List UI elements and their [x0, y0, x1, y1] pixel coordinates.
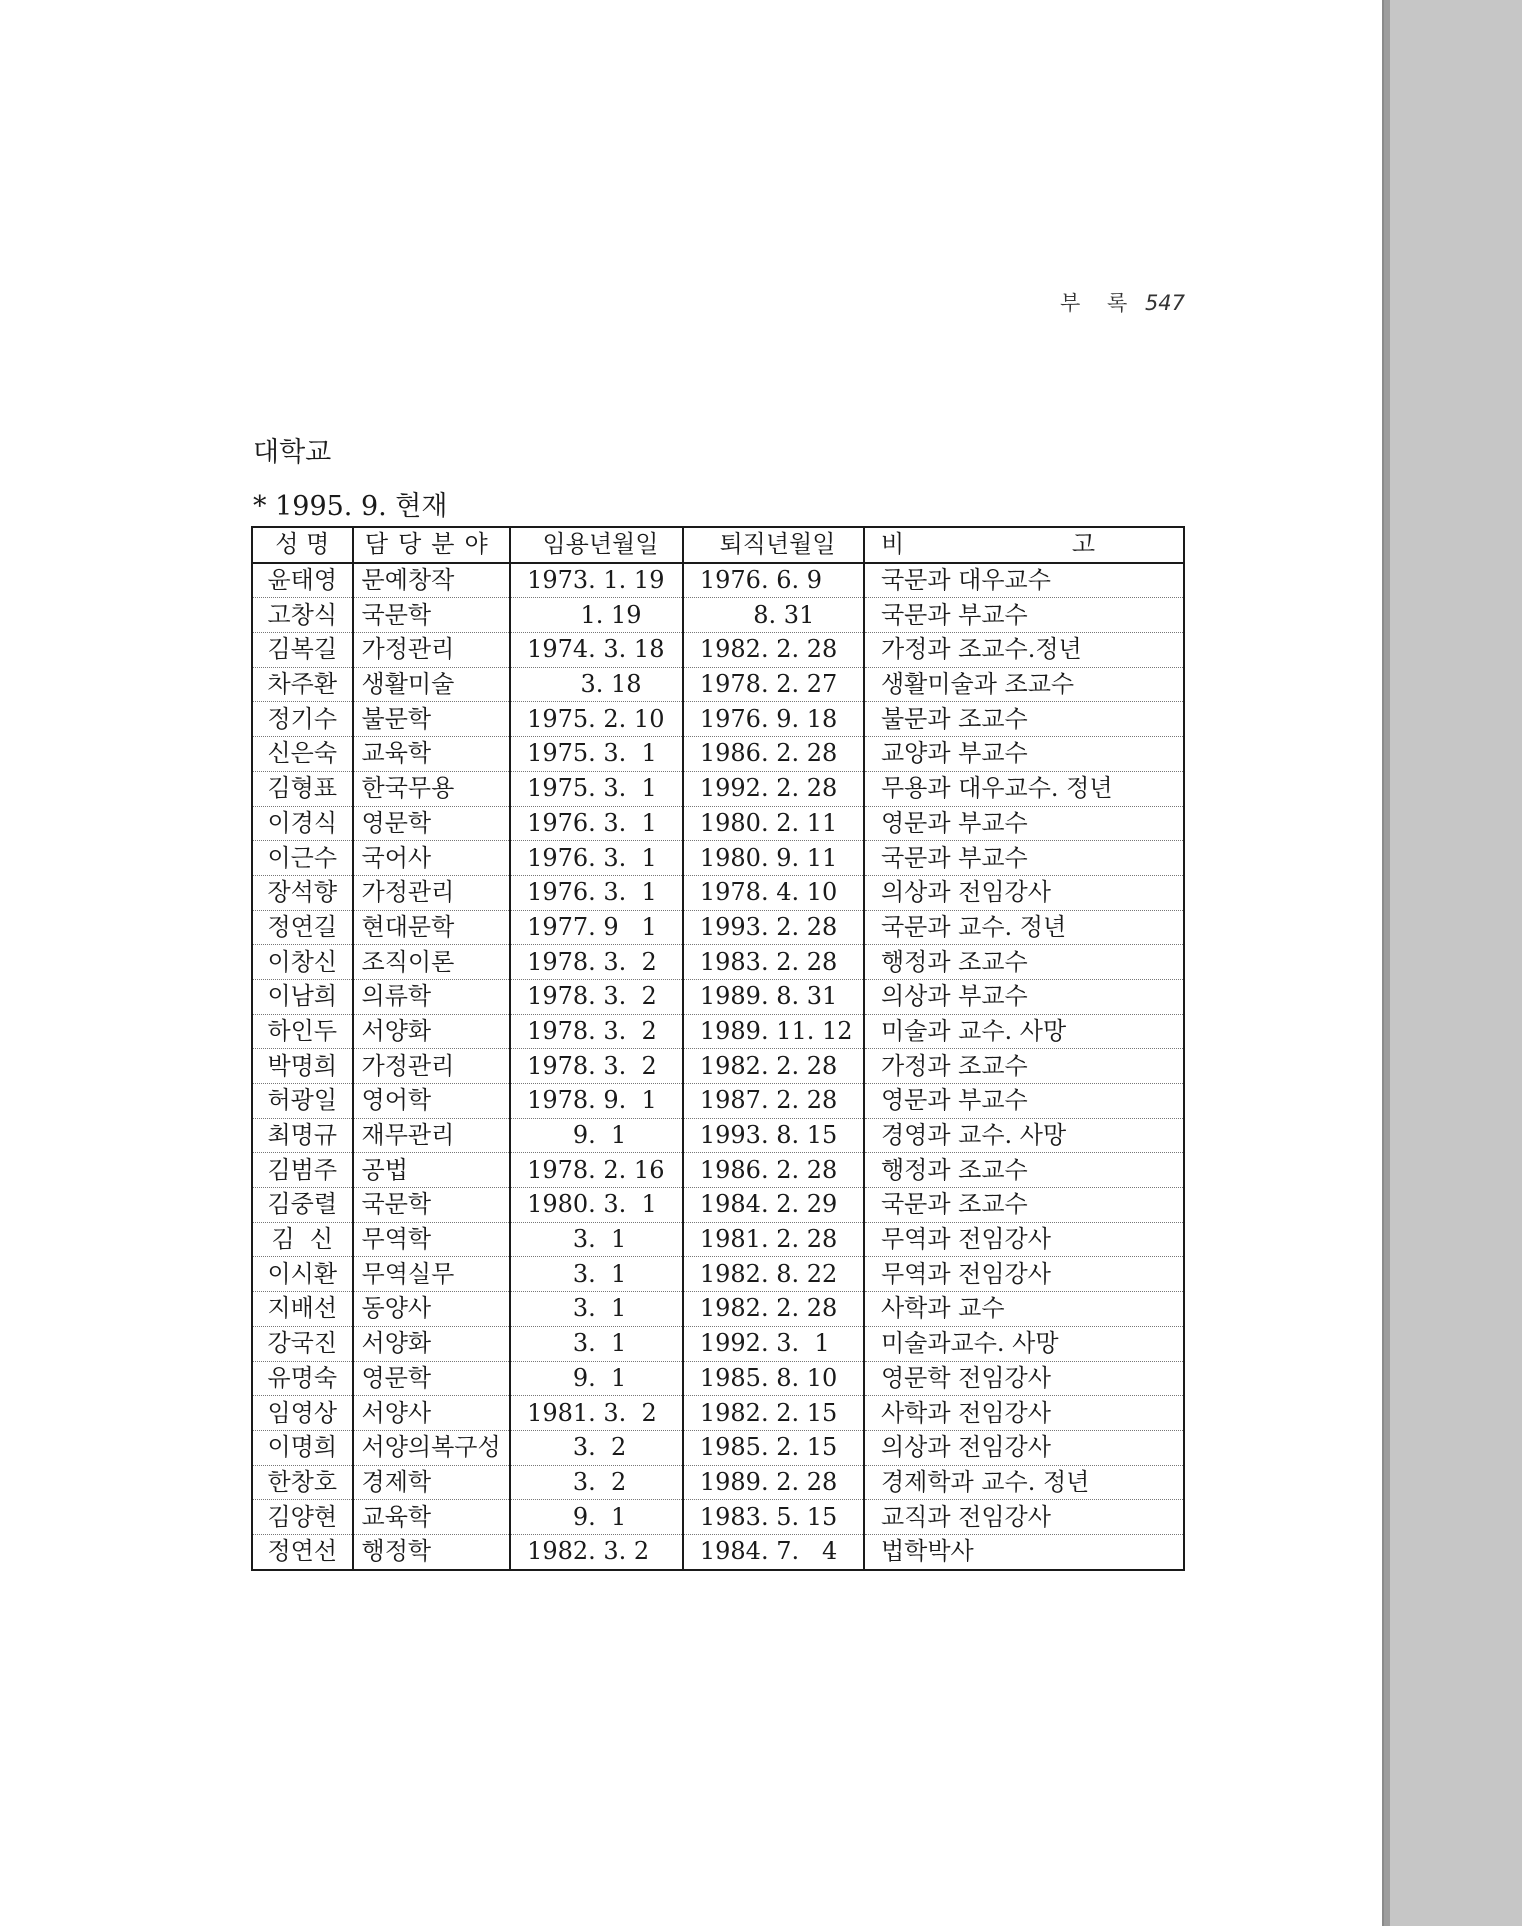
cell-retired: 1976. 9. 18 [683, 702, 864, 737]
cell-remarks: 영문학 전임강사 [864, 1361, 1184, 1396]
cell-remarks: 국문과 교수. 정년 [864, 910, 1184, 945]
cell-name: 장석향 [252, 875, 353, 910]
cell-name: 유명숙 [252, 1361, 353, 1396]
cell-field: 국어사 [353, 841, 511, 876]
cell-appointed: 1980. 3. 1 [510, 1188, 683, 1223]
cell-remarks: 행정과 조교수 [864, 1153, 1184, 1188]
cell-field: 교육학 [353, 737, 511, 772]
cell-remarks: 국문과 대우교수 [864, 563, 1184, 598]
cell-name: 이경식 [252, 806, 353, 841]
cell-appointed: 1978. 2. 16 [510, 1153, 683, 1188]
as-of-note: * 1995. 9. 현재 [253, 491, 448, 522]
table-row [252, 1326, 1184, 1361]
cell-retired: 1984. 2. 29 [683, 1188, 864, 1223]
cell-field: 불문학 [353, 702, 511, 737]
staff-table [251, 526, 1185, 1571]
cell-appointed: 1. 19 [510, 598, 683, 633]
cell-remarks: 무역과 전임강사 [864, 1257, 1184, 1292]
header-retired: 퇴직년월일 [683, 527, 864, 563]
cell-field: 행정학 [353, 1534, 511, 1569]
cell-retired: 1992. 3. 1 [683, 1326, 864, 1361]
table-row [252, 667, 1184, 702]
cell-retired: 1976. 6. 9 [683, 563, 864, 598]
cell-remarks: 의상과 전임강사 [864, 875, 1184, 910]
cell-remarks: 가정과 조교수.정년 [864, 633, 1184, 668]
cell-retired: 1985. 2. 15 [683, 1430, 864, 1465]
cell-remarks: 가정과 조교수 [864, 1049, 1184, 1084]
cell-retired: 1987. 2. 28 [683, 1084, 864, 1119]
table-row [252, 1396, 1184, 1431]
cell-remarks: 무역과 전임강사 [864, 1222, 1184, 1257]
cell-name: 이창신 [252, 945, 353, 980]
cell-name: 정기수 [252, 702, 353, 737]
cell-field: 한국무용 [353, 771, 511, 806]
cell-field: 국문학 [353, 1188, 511, 1223]
cell-name: 김범주 [252, 1153, 353, 1188]
cell-remarks: 경제학과 교수. 정년 [864, 1465, 1184, 1500]
table-row [252, 702, 1184, 737]
cell-field: 생활미술 [353, 667, 511, 702]
header-field: 담당분야 [353, 527, 511, 563]
cell-remarks: 의상과 부교수 [864, 979, 1184, 1014]
cell-field: 서양화 [353, 1326, 511, 1361]
cell-field: 서양사 [353, 1396, 511, 1431]
cell-name: 김형표 [252, 771, 353, 806]
cell-field: 조직이론 [353, 945, 511, 980]
cell-retired: 1989. 11. 12 [683, 1014, 864, 1049]
table-row [252, 633, 1184, 668]
cell-appointed: 1975. 3. 1 [510, 737, 683, 772]
cell-remarks: 행정과 조교수 [864, 945, 1184, 980]
table-row [252, 806, 1184, 841]
cell-name: 김양현 [252, 1500, 353, 1535]
cell-name: 이시환 [252, 1257, 353, 1292]
cell-appointed: 1982. 3. 2 [510, 1534, 683, 1569]
table-body [252, 563, 1184, 1570]
cell-remarks: 영문과 부교수 [864, 1084, 1184, 1119]
cell-field: 경제학 [353, 1465, 511, 1500]
cell-retired: 1983. 2. 28 [683, 945, 864, 980]
cell-remarks: 영문과 부교수 [864, 806, 1184, 841]
cell-name: 임영상 [252, 1396, 353, 1431]
cell-remarks: 미술과교수. 사망 [864, 1326, 1184, 1361]
cell-retired: 1986. 2. 28 [683, 737, 864, 772]
cell-appointed: 1976. 3. 1 [510, 875, 683, 910]
cell-field: 영문학 [353, 1361, 511, 1396]
cell-appointed: 1981. 3. 2 [510, 1396, 683, 1431]
cell-remarks: 생활미술과 조교수 [864, 667, 1184, 702]
cell-field: 문예창작 [353, 563, 511, 598]
cell-appointed: 3. 1 [510, 1326, 683, 1361]
table-row [252, 1222, 1184, 1257]
header-name: 성 명 [252, 527, 353, 563]
cell-field: 서양의복구성 [353, 1430, 511, 1465]
cell-field: 국문학 [353, 598, 511, 633]
table-row [252, 563, 1184, 598]
table-row [252, 945, 1184, 980]
cell-field: 영어학 [353, 1084, 511, 1119]
table-header-row [252, 527, 1184, 563]
table-row [252, 598, 1184, 633]
cell-field: 교육학 [353, 1500, 511, 1535]
cell-name: 신은숙 [252, 737, 353, 772]
table-row [252, 1534, 1184, 1569]
cell-appointed: 1978. 3. 2 [510, 945, 683, 980]
cell-appointed: 3. 1 [510, 1222, 683, 1257]
table-row [252, 1014, 1184, 1049]
cell-retired: 1982. 2. 28 [683, 1049, 864, 1084]
cell-name: 김복길 [252, 633, 353, 668]
cell-field: 의류학 [353, 979, 511, 1014]
header-remarks: 비 고 [864, 527, 1184, 563]
table-row [252, 1465, 1184, 1500]
cell-name: 강국진 [252, 1326, 353, 1361]
cell-field: 무역실무 [353, 1257, 511, 1292]
cell-name: 이명희 [252, 1430, 353, 1465]
cell-name: 한창호 [252, 1465, 353, 1500]
cell-name: 박명희 [252, 1049, 353, 1084]
cell-remarks: 국문과 부교수 [864, 841, 1184, 876]
table-row [252, 1084, 1184, 1119]
cell-remarks: 법학박사 [864, 1534, 1184, 1569]
cell-field: 가정관리 [353, 1049, 511, 1084]
cell-appointed: 1976. 3. 1 [510, 806, 683, 841]
cell-name: 고창식 [252, 598, 353, 633]
cell-retired: 1989. 8. 31 [683, 979, 864, 1014]
cell-remarks: 교양과 부교수 [864, 737, 1184, 772]
cell-field: 무역학 [353, 1222, 511, 1257]
table-row [252, 1257, 1184, 1292]
cell-retired: 1984. 7. 4 [683, 1534, 864, 1569]
cell-remarks: 교직과 전임강사 [864, 1500, 1184, 1535]
cell-remarks: 국문과 부교수 [864, 598, 1184, 633]
cell-name: 하인두 [252, 1014, 353, 1049]
cell-remarks: 사학과 교수 [864, 1292, 1184, 1327]
cell-remarks: 의상과 전임강사 [864, 1430, 1184, 1465]
running-head-label: 부 록 [1060, 291, 1138, 315]
cell-field: 재무관리 [353, 1118, 511, 1153]
cell-appointed: 1973. 1. 19 [510, 563, 683, 598]
table-row [252, 1500, 1184, 1535]
cell-appointed: 1977. 9 1 [510, 910, 683, 945]
cell-name: 지배선 [252, 1292, 353, 1327]
cell-retired: 1980. 2. 11 [683, 806, 864, 841]
cell-name: 김중렬 [252, 1188, 353, 1223]
cell-retired: 1981. 2. 28 [683, 1222, 864, 1257]
cell-name: 정연길 [252, 910, 353, 945]
cell-appointed: 3. 1 [510, 1257, 683, 1292]
cell-appointed: 3. 2 [510, 1430, 683, 1465]
page-edge-shadow [1384, 0, 1390, 1926]
table-row [252, 1361, 1184, 1396]
cell-appointed: 9. 1 [510, 1118, 683, 1153]
table-row [252, 979, 1184, 1014]
cell-appointed: 3. 18 [510, 667, 683, 702]
cell-retired: 1985. 8. 10 [683, 1361, 864, 1396]
cell-appointed: 1978. 9. 1 [510, 1084, 683, 1119]
header-appointed: 임용년월일 [510, 527, 683, 563]
cell-appointed: 1976. 3. 1 [510, 841, 683, 876]
running-head [1060, 287, 1185, 317]
cell-retired: 1980. 9. 11 [683, 841, 864, 876]
cell-field: 공법 [353, 1153, 511, 1188]
cell-retired: 1978. 2. 27 [683, 667, 864, 702]
table-row [252, 875, 1184, 910]
cell-retired: 1989. 2. 28 [683, 1465, 864, 1500]
cell-retired: 1993. 2. 28 [683, 910, 864, 945]
table-row [252, 1188, 1184, 1223]
cell-name: 허광일 [252, 1084, 353, 1119]
table-row [252, 1049, 1184, 1084]
cell-field: 영문학 [353, 806, 511, 841]
cell-appointed: 1975. 2. 10 [510, 702, 683, 737]
cell-retired: 1982. 2. 15 [683, 1396, 864, 1431]
cell-appointed: 9. 1 [510, 1361, 683, 1396]
cell-appointed: 1978. 3. 2 [510, 979, 683, 1014]
cell-appointed: 1974. 3. 18 [510, 633, 683, 668]
cell-remarks: 불문과 조교수 [864, 702, 1184, 737]
cell-field: 서양화 [353, 1014, 511, 1049]
cell-remarks: 경영과 교수. 사망 [864, 1118, 1184, 1153]
cell-name: 정연선 [252, 1534, 353, 1569]
cell-field: 동양사 [353, 1292, 511, 1327]
cell-name: 차주환 [252, 667, 353, 702]
cell-appointed: 3. 1 [510, 1292, 683, 1327]
cell-name: 김 신 [252, 1222, 353, 1257]
cell-retired: 1983. 5. 15 [683, 1500, 864, 1535]
table-row [252, 1153, 1184, 1188]
cell-name: 윤태영 [252, 563, 353, 598]
cell-remarks: 국문과 조교수 [864, 1188, 1184, 1223]
cell-retired: 1982. 8. 22 [683, 1257, 864, 1292]
cell-name: 최명규 [252, 1118, 353, 1153]
table-row [252, 1118, 1184, 1153]
cell-name: 이남희 [252, 979, 353, 1014]
table-row [252, 910, 1184, 945]
cell-appointed: 9. 1 [510, 1500, 683, 1535]
cell-retired: 8. 31 [683, 598, 864, 633]
cell-retired: 1986. 2. 28 [683, 1153, 864, 1188]
cell-remarks: 무용과 대우교수. 정년 [864, 771, 1184, 806]
page-number: 547 [1144, 291, 1186, 315]
cell-appointed: 1978. 3. 2 [510, 1049, 683, 1084]
table-row [252, 771, 1184, 806]
cell-name: 이근수 [252, 841, 353, 876]
cell-field: 가정관리 [353, 875, 511, 910]
table-row [252, 737, 1184, 772]
table-row [252, 1292, 1184, 1327]
cell-appointed: 1978. 3. 2 [510, 1014, 683, 1049]
cell-appointed: 1975. 3. 1 [510, 771, 683, 806]
table-row [252, 1430, 1184, 1465]
section-title: 대학교 [253, 437, 332, 468]
cell-appointed: 3. 2 [510, 1465, 683, 1500]
table-row [252, 841, 1184, 876]
cell-retired: 1993. 8. 15 [683, 1118, 864, 1153]
cell-retired: 1982. 2. 28 [683, 1292, 864, 1327]
cell-retired: 1992. 2. 28 [683, 771, 864, 806]
cell-remarks: 미술과 교수. 사망 [864, 1014, 1184, 1049]
cell-field: 현대문학 [353, 910, 511, 945]
cell-retired: 1982. 2. 28 [683, 633, 864, 668]
cell-field: 가정관리 [353, 633, 511, 668]
cell-retired: 1978. 4. 10 [683, 875, 864, 910]
cell-remarks: 사학과 전임강사 [864, 1396, 1184, 1431]
